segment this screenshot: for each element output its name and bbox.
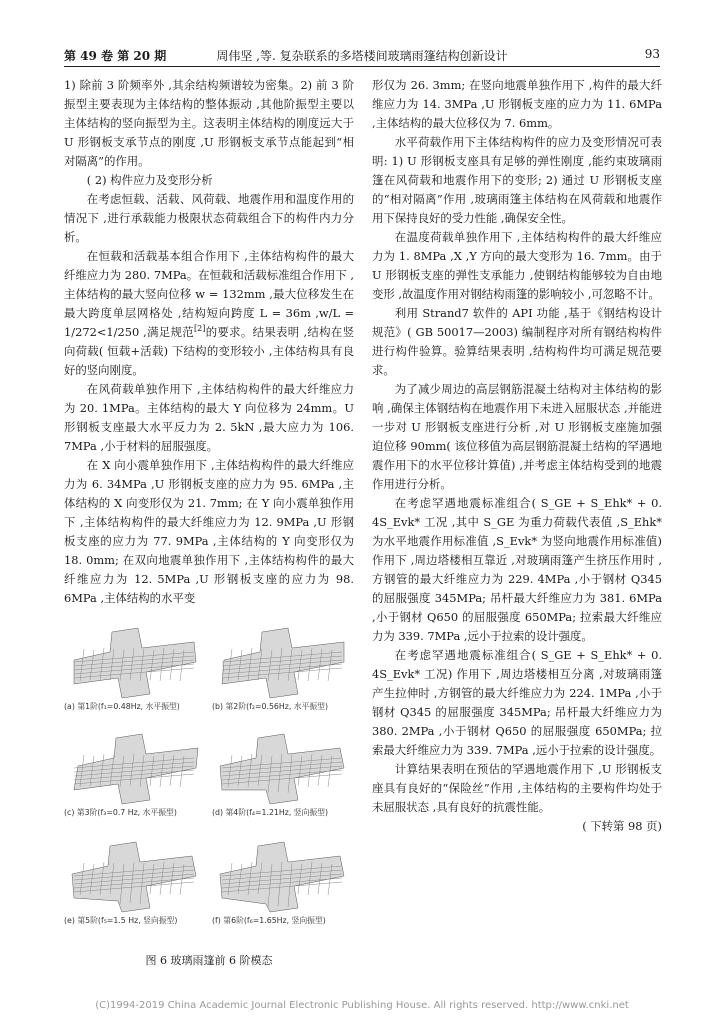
paragraph: 在考虑罕遇地震标准组合( S_GE + S_Ehk* + 0. 4S_Evk* 工况 ,其中 S_GE 为重力荷载代表值 ,S_Ehk* 为水平地震作用标准值 ,S_Evk* 为竖向地震作用标准值) 作用下 ,周边塔楼相互靠近 ,对玻璃雨篷产生挤压作用时 ,方钢管的最大纤维应力为 229. 4MPa ,小于钢材 Q345 的屈服强度 345MPa; 吊杆最大纤维应力为 381. 6MPa ,小于钢材 Q650 的屈服强度 650MPa; 拉索最大纤维应力为 339. 7MPa ,远小于拉索的设计强度。 [372,496,662,643]
paragraph: 在 X 向小震单独作用下 ,主体结构构件的最大纤维应力为 6. 34MPa ,U 形钢板支座的应力为 95. 6MPa ,主体结构的 X 向变形仅为 21. 7mm; 在 Y 向小震单独作用下 ,主体结构构件的最大纤维应力为 12. 9MPa ,U 形钢板支座的应力为 77. 9MPa ,主体结构的 Y 向变形仅为 18. 0mm; 在双向地震单独作用下 ,主体结构构件的最大纤维应力为 12. 5MPa ,U 形钢板支座的应力为 98. 6MPa ,主体结构的水平变 [64,458,354,605]
mode-shape-mesh [212,836,352,916]
paragraph-text: 的要求。结果表明 ,结构在竖向荷载( 恒载+活载) 下结构的变形较小 ,主体结构具有良好的竖向刚度。 [64,325,354,377]
journal-issue: 第 49 卷 第 20 期 [64,49,167,63]
mode-panel [64,836,204,930]
mode-shape-mesh [212,622,352,702]
panel-caption: (a) 第1阶(f₁=0.48Hz, 水平振型) [64,702,180,711]
copyright-footer: (C)1994-2019 China Academic Journal Electronic Publishing House. All rights reserved. http://www.cnki.net [95,1000,629,1011]
paragraph-text: 在恒载和活载基本组合作用下 ,主体结构构件的最大纤维应力为 280. 7MPa。在恒载和活载标准组合作用下 ,主体结构的最大竖向位移 w = 132mm ,最大位移发生在最大跨度单层网格处 ,结构短向跨度 L = 36m ,w/L = 1/272<1/250 ,满足规范 [64,249,354,339]
paragraph: 计算结果表明在预估的罕遇地震作用下 ,U 形钢板支座具有良好的“保险丝”作用 ,主体结构的主要构件均处于未屈服状态 ,具有良好的抗震性能。 [372,762,662,814]
right-column [372,76,662,836]
paragraph: 1) 除前 3 阶频率外 ,其余结构频谱较为密集。2) 前 3 阶振型主要表现为主体结构的整体振动 ,其他阶振型主要以主体结构的竖向振型为主。这表明主体结构的刚度远大于 U 形钢板支承节点的刚度 ,U 形钢板支承节点能起到“相对隔离”的作用。 [64,78,354,168]
mode-panel [212,728,352,822]
panel-caption: (f) 第6阶(f₆=1.65Hz, 竖向振型) [212,916,326,925]
paragraph: 在风荷载单独作用下 ,主体结构构件的最大纤维应力为 20. 1MPa。主体结构的最大 Y 向位移为 24mm。U 形钢板支座最大水平反力为 2. 5kN ,最大应力为 106. 7MPa ,小于材料的屈服强度。 [64,382,354,453]
paragraph [64,247,354,380]
figure-6 [64,622,354,944]
panel-caption: (c) 第3阶(f₃=0.7 Hz, 水平振型) [64,808,177,817]
panel-caption: (d) 第4阶(f₄=1.21Hz, 竖向振型) [212,808,329,817]
left-column [64,76,354,608]
mode-shape-mesh [64,836,204,916]
figure-caption: 图 6 玻璃雨篷前 6 阶模态 [145,954,273,967]
mode-shape-mesh [64,622,204,702]
paragraph: 利用 Strand7 软件的 API 功能 ,基于《钢结构设计规范》( GB 50017—2003) 编制程序对所有钢结构构件进行构件验算。验算结果表明 ,结构构件均可满足规范要求。 [372,306,662,377]
paragraph: 形仅为 26. 3mm; 在竖向地震单独作用下 ,构件的最大纤维应力为 14. 3MPa ,U 形钢板支座的应力为 11. 6MPa ,主体结构的最大位移仅为 7. 6mm。 [372,78,662,130]
panel-caption: (e) 第5阶(f₅=1.5 Hz, 竖向振型) [64,916,178,925]
mode-panel [212,622,352,716]
paragraph: 在考虑恒载、活载、风荷载、地震作用和温度作用的情况下 ,进行承载能力极限状态荷载组合下的构件内力分析。 [64,192,354,244]
mode-shape-mesh [64,728,204,808]
canopy-outline [220,842,344,912]
mode-panel [64,622,204,716]
citation-ref[interactable]: [2] [194,324,206,334]
continued-note: ( 下转第 98 页) [582,819,662,833]
page-number: 93 [644,47,660,61]
mode-panel [212,836,352,930]
panel-caption: (b) 第2阶(f₂=0.56Hz, 水平振型) [212,702,329,711]
running-header [64,40,660,67]
mode-shape-mesh [212,728,352,808]
running-title: 周伟坚 ,等. 复杂联系的多塔楼间玻璃雨篷结构创新设计 [216,49,508,63]
canopy-outline [74,734,198,804]
paragraph: 为了减少周边的高层钢筋混凝土结构对主体结构的影响 ,确保主体钢结构在地震作用下未进入屈服状态 ,并能进一步对 U 形钢板支座进行分析 ,对 U 形钢板支座施加强迫位移 90mm( 该位移值为高层钢筋混凝土结构的罕遇地震作用下的水平位移计算值) ,并考虑主体结构受到的地震作用进行分析。 [372,382,662,491]
canopy-outline [72,842,196,912]
mode-panel [64,728,204,822]
paragraph: 在考虑罕遇地震标准组合( S_GE + S_Ehk* + 0. 4S_Evk* 工况) 作用下 ,周边塔楼相互分离 ,对玻璃雨篷产生拉伸时 ,方钢管的最大纤维应力为 224. 1MPa ,小于钢材 Q345 的屈服强度 345MPa; 吊杆最大纤维应力为 380. 2MPa ,小于钢材 Q650 的屈服强度 650MPa; 拉索最大纤维应力为 339. 7MPa ,远小于拉索的设计强度。 [372,648,662,757]
paragraph: 水平荷载作用下主体结构构件的应力及变形情况可表明: 1) U 形钢板支座具有足够的弹性刚度 ,能约束玻璃雨篷在风荷载和地震作用下的变形; 2) 通过 U 形钢板支座的“相对隔离”作用 ,玻璃雨篷主体结构在风荷载和地震作用下保持良好的受力性能 ,确保安全性。 [372,135,662,225]
section-heading: ( 2) 构件应力及变形分析 [86,173,213,187]
paragraph: 在温度荷载单独作用下 ,主体结构构件的最大纤维应力为 1. 8MPa ,X ,Y 方向的最大变形为 16. 7mm。由于 U 形钢板支座的弹性支承能力 ,使钢结构能够较为自由地变形 ,故温度作用对钢结构雨篷的影响较小 ,可忽略不计。 [372,230,662,301]
canopy-outline [220,734,344,804]
